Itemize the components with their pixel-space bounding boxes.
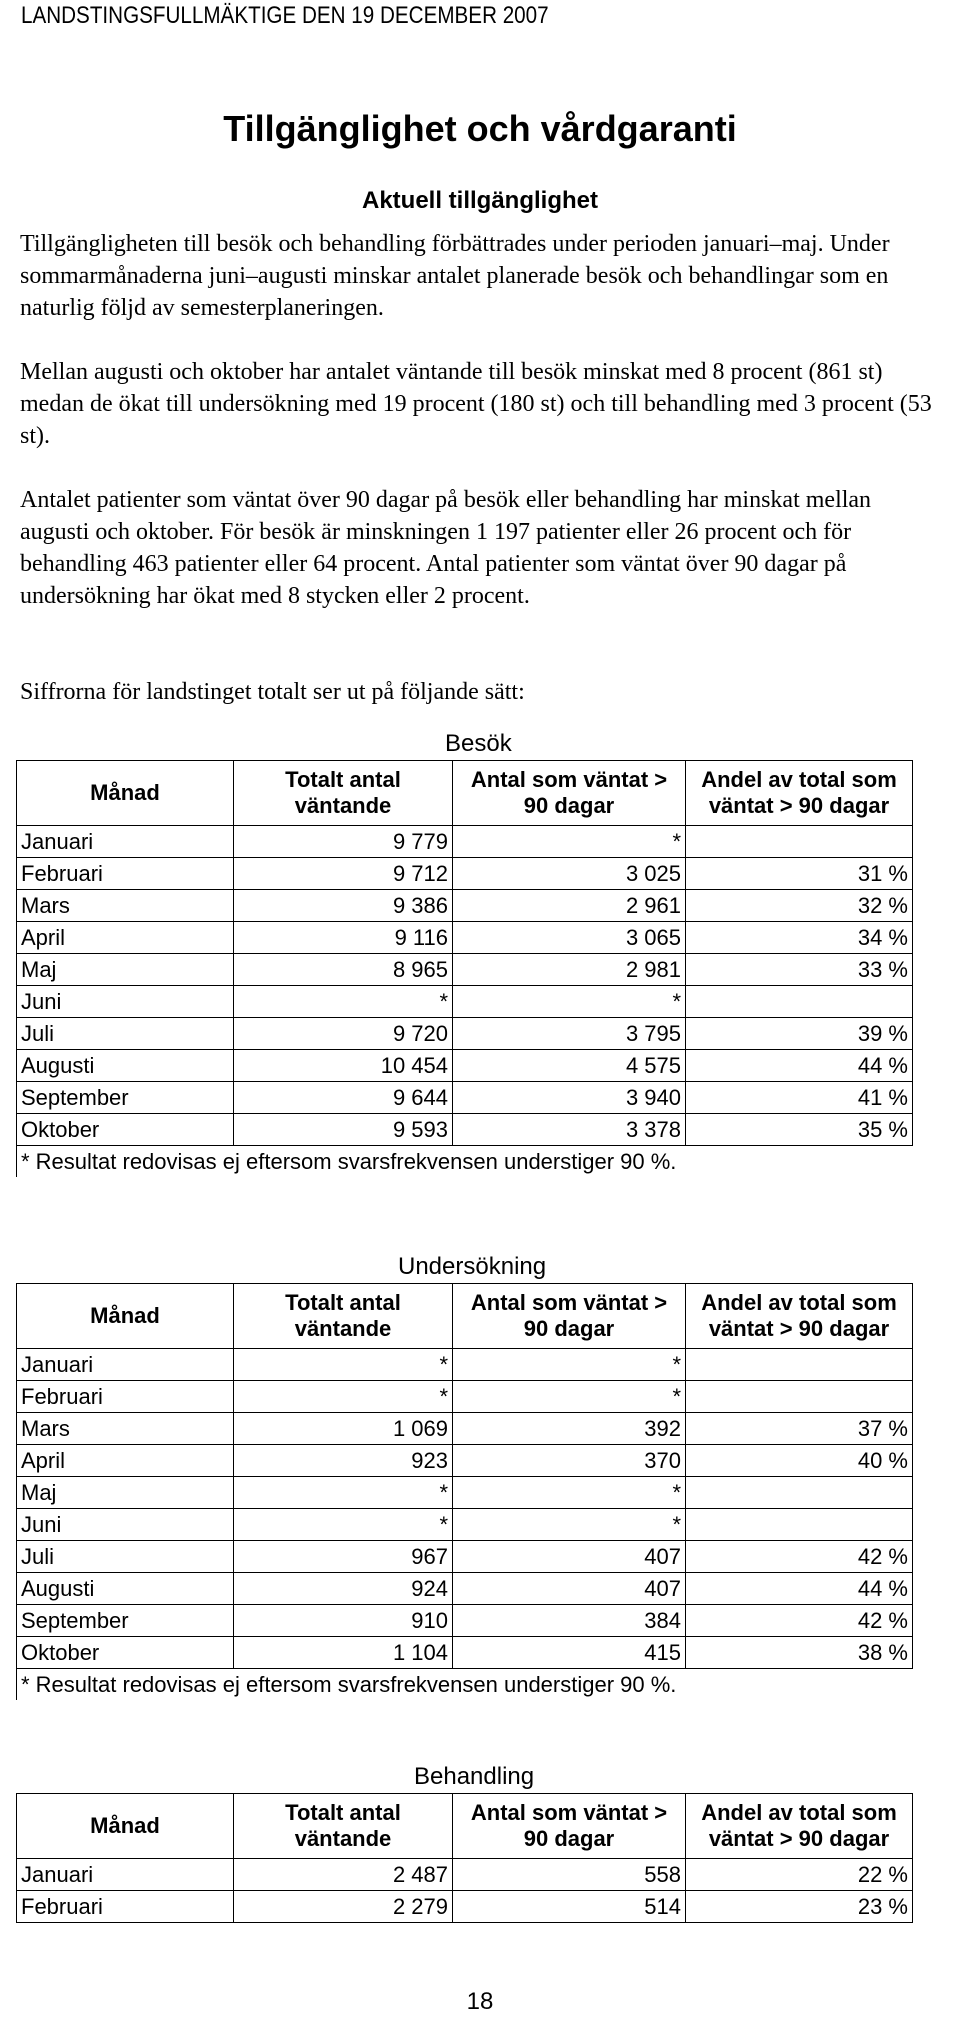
value-cell: 9 712 [234,858,453,890]
page-number: 18 [466,1988,494,2015]
value-cell: 32 % [686,890,913,922]
value-cell [686,826,913,858]
value-cell: 2 981 [453,954,686,986]
month-cell: September [17,1605,234,1637]
value-cell: 23 % [686,1891,913,1923]
table-row [17,1082,913,1114]
value-cell: 9 593 [234,1114,453,1146]
value-cell: 39 % [686,1018,913,1050]
value-cell: 2 961 [453,890,686,922]
paragraph-2: Mellan augusti och oktober har antalet väntande till besök minskat med 8 procent (861 st) medan de ökat till undersökning med 19 procent (180 st) och till behandling med 3 procent (53 st). [20,359,932,449]
column-header: Andel av total som väntat > 90 dagar [686,1284,913,1349]
value-cell: 2 279 [234,1891,453,1923]
paragraph-3: Antalet patienter som väntat över 90 dagar på besök eller behandling har minskat mellan augusti och oktober. För besök är minskningen 1 197 patienter eller 26 procent och för behandling 463 patienter eller 64 procent. Antal patienter som väntat över 90 dagar på undersökning har ökat med 8 stycken eller 2 procent. [20,487,872,609]
value-cell: 2 487 [234,1859,453,1891]
value-cell: 3 065 [453,922,686,954]
behandling-table [16,1793,913,1923]
value-cell: 10 454 [234,1050,453,1082]
month-cell: April [17,1445,234,1477]
month-cell: September [17,1082,234,1114]
value-cell: * [234,1349,453,1381]
column-header: Antal som väntat > 90 dagar [453,1284,686,1349]
value-cell [686,1509,913,1541]
column-header: Antal som väntat > 90 dagar [453,1794,686,1859]
value-cell: 910 [234,1605,453,1637]
value-cell: 9 720 [234,1018,453,1050]
table-caption-besok: Besök [445,730,512,757]
value-cell: * [453,826,686,858]
value-cell: 42 % [686,1541,913,1573]
table-row [17,954,913,986]
value-cell: 407 [453,1573,686,1605]
month-cell: Januari [17,1859,234,1891]
value-cell: 9 779 [234,826,453,858]
table-footnote: * Resultat redovisas ej eftersom svarsfrekvensen understiger 90 %. [17,1146,913,1178]
column-header: Antal som väntat > 90 dagar [453,761,686,826]
month-cell: Augusti [17,1050,234,1082]
value-cell: 558 [453,1859,686,1891]
month-cell: April [17,922,234,954]
table-caption-undersokning: Undersökning [398,1253,547,1280]
value-cell: 407 [453,1541,686,1573]
month-cell: Januari [17,1349,234,1381]
column-header: Månad [17,1794,234,1859]
value-cell: 44 % [686,1050,913,1082]
besok-table [16,760,913,1177]
table-row [17,1413,913,1445]
column-header: Månad [17,1284,234,1349]
table-row [17,1381,913,1413]
value-cell: 370 [453,1445,686,1477]
table-footnote-row [17,1146,913,1178]
undersokning-table [16,1283,913,1700]
value-cell: 923 [234,1445,453,1477]
table-row [17,1541,913,1573]
table-row [17,1018,913,1050]
table-row [17,1637,913,1669]
month-cell: Februari [17,1891,234,1923]
table-row [17,1445,913,1477]
value-cell: 35 % [686,1114,913,1146]
value-cell: 514 [453,1891,686,1923]
running-header: LANDSTINGSFULLMÄKTIGE DEN 19 DECEMBER 2007 [21,2,549,29]
table-row [17,1349,913,1381]
value-cell: 384 [453,1605,686,1637]
value-cell: 34 % [686,922,913,954]
paragraph-1: Tillgängligheten till besök och behandling förbättrades under perioden januari–maj. Under sommarmånaderna juni–augusti minskar antalet planerade besök och behandlingar som en naturlig följd av semesterplaneringen. [20,231,890,321]
value-cell: 9 644 [234,1082,453,1114]
column-header: Totalt antal väntande [234,1794,453,1859]
table-row [17,986,913,1018]
month-cell: Januari [17,826,234,858]
column-header: Andel av total som väntat > 90 dagar [686,1794,913,1859]
value-cell: 3 940 [453,1082,686,1114]
month-cell: Augusti [17,1573,234,1605]
table-row [17,1509,913,1541]
value-cell: 33 % [686,954,913,986]
table-header-row [17,1794,913,1859]
column-header: Andel av total som väntat > 90 dagar [686,761,913,826]
value-cell: 967 [234,1541,453,1573]
value-cell: 42 % [686,1605,913,1637]
value-cell: 44 % [686,1573,913,1605]
month-cell: Juni [17,986,234,1018]
value-cell: * [234,986,453,1018]
value-cell: 392 [453,1413,686,1445]
paragraph-4: Siffrorna för landstinget totalt ser ut på följande sätt: [20,679,525,705]
value-cell: 3 378 [453,1114,686,1146]
month-cell: Oktober [17,1114,234,1146]
table-row [17,1114,913,1146]
month-cell: Maj [17,1477,234,1509]
value-cell: * [234,1381,453,1413]
value-cell: 1 104 [234,1637,453,1669]
column-header: Totalt antal väntande [234,761,453,826]
value-cell: 9 116 [234,922,453,954]
value-cell: 415 [453,1637,686,1669]
table-row [17,858,913,890]
table-row [17,1573,913,1605]
table-footnote: * Resultat redovisas ej eftersom svarsfrekvensen understiger 90 %. [17,1669,913,1701]
column-header: Totalt antal väntande [234,1284,453,1349]
table-row [17,922,913,954]
value-cell: 9 386 [234,890,453,922]
page-title: Tillgänglighet och vårdgaranti [223,108,737,149]
month-cell: Maj [17,954,234,986]
value-cell: * [453,1349,686,1381]
value-cell: 41 % [686,1082,913,1114]
value-cell: 40 % [686,1445,913,1477]
value-cell: * [453,986,686,1018]
table-row [17,826,913,858]
month-cell: Februari [17,858,234,890]
value-cell: 31 % [686,858,913,890]
table-footnote-row [17,1669,913,1701]
value-cell: * [453,1509,686,1541]
value-cell [686,1349,913,1381]
table-header-row [17,761,913,826]
value-cell: * [234,1509,453,1541]
value-cell: 3 025 [453,858,686,890]
value-cell: 4 575 [453,1050,686,1082]
table-row [17,1605,913,1637]
section-subtitle: Aktuell tillgänglighet [361,187,598,214]
table-caption-behandling: Behandling [414,1763,535,1790]
value-cell: 924 [234,1573,453,1605]
value-cell: 8 965 [234,954,453,986]
value-cell: 37 % [686,1413,913,1445]
table-row [17,1050,913,1082]
value-cell [686,1477,913,1509]
value-cell [686,1381,913,1413]
table-row [17,1859,913,1891]
table-row [17,1477,913,1509]
month-cell: Mars [17,890,234,922]
value-cell: * [453,1381,686,1413]
month-cell: Oktober [17,1637,234,1669]
value-cell: 3 795 [453,1018,686,1050]
value-cell: * [234,1477,453,1509]
column-header: Månad [17,761,234,826]
month-cell: Juli [17,1541,234,1573]
value-cell: 1 069 [234,1413,453,1445]
month-cell: Juli [17,1018,234,1050]
value-cell [686,986,913,1018]
month-cell: Juni [17,1509,234,1541]
table-header-row [17,1284,913,1349]
month-cell: Februari [17,1381,234,1413]
value-cell: 38 % [686,1637,913,1669]
month-cell: Mars [17,1413,234,1445]
table-row [17,1891,913,1923]
value-cell: 22 % [686,1859,913,1891]
value-cell: * [453,1477,686,1509]
table-row [17,890,913,922]
